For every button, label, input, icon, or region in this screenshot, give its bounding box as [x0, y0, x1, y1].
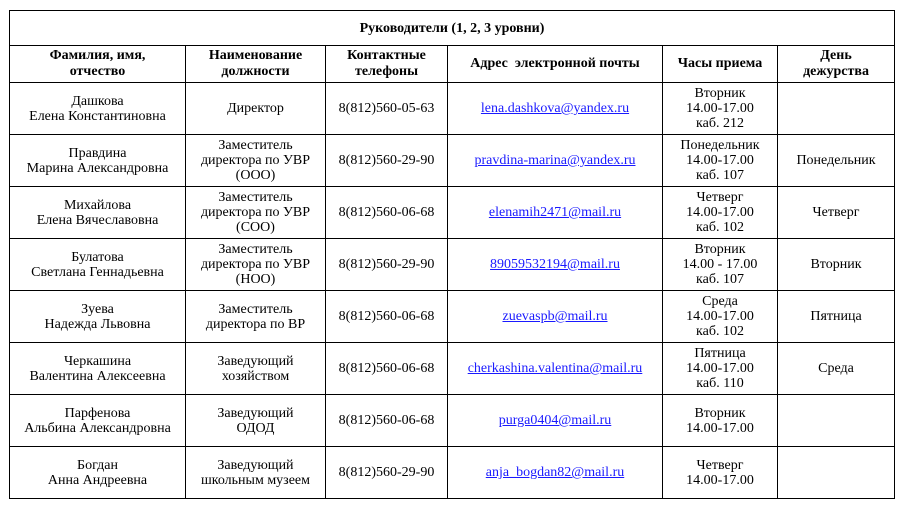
surname: Богдан — [77, 457, 118, 473]
position-line: директора по УВР — [200, 205, 311, 220]
position-line: Заместитель — [218, 138, 293, 153]
hours-time: 14.00 - 17.00 — [682, 257, 758, 272]
table-row — [10, 187, 895, 239]
given-names: Альбина Александровна — [24, 420, 171, 436]
name-cell — [10, 83, 186, 135]
name-cell — [10, 395, 186, 447]
duty-cell — [778, 343, 895, 395]
position-line: Директор — [227, 101, 284, 116]
hours-time: 14.00-17.00 — [686, 472, 754, 488]
phone-cell — [326, 135, 448, 187]
hours-room: каб. 107 — [696, 168, 744, 183]
email-link[interactable]: 89059532194@mail.ru — [490, 257, 620, 272]
hours-cell — [663, 343, 778, 395]
surname: Правдина — [68, 145, 127, 161]
position-line: Заместитель — [218, 190, 293, 205]
hours-time: 14.00-17.00 — [686, 309, 754, 324]
table-row — [10, 83, 895, 135]
position-line: директора по УВР — [200, 153, 311, 168]
hours-cell — [663, 239, 778, 291]
hours-day: Четверг — [696, 457, 744, 473]
position-line: Заведующий — [217, 405, 294, 421]
position-cell — [186, 447, 326, 499]
phone-cell — [326, 447, 448, 499]
hours-cell — [663, 291, 778, 343]
name-cell — [10, 239, 186, 291]
phone-cell — [326, 291, 448, 343]
hours-time: 14.00-17.00 — [686, 101, 754, 116]
table-row — [10, 135, 895, 187]
email-link[interactable]: zuevaspb@mail.ru — [502, 309, 608, 324]
hours-room: каб. 102 — [696, 220, 744, 235]
phone-cell — [326, 83, 448, 135]
hours-time: 14.00-17.00 — [686, 153, 754, 168]
duty-day: Среда — [818, 361, 854, 376]
email-cell — [448, 447, 663, 499]
position-line: (ООО) — [235, 168, 276, 183]
email-link[interactable]: lena.dashkova@yandex.ru — [480, 101, 630, 116]
hours-cell — [663, 135, 778, 187]
phone-number: 8(812)560-06-68 — [338, 205, 435, 220]
position-cell — [186, 343, 326, 395]
email-cell — [448, 135, 663, 187]
position-cell — [186, 187, 326, 239]
email-cell — [448, 239, 663, 291]
duty-cell — [778, 291, 895, 343]
header-hours: Часы приема — [663, 46, 778, 83]
duty-day: Четверг — [812, 205, 860, 220]
given-names: Надежда Львовна — [44, 316, 151, 332]
email-link[interactable]: pravdina-marina@yandex.ru — [474, 153, 636, 168]
email-link[interactable]: purga0404@mail.ru — [498, 413, 612, 428]
name-cell — [10, 291, 186, 343]
duty-cell — [778, 135, 895, 187]
phone-number: 8(812)560-29-90 — [338, 465, 435, 480]
position-line: хозяйством — [221, 368, 290, 384]
position-line: директора по ВР — [205, 316, 306, 332]
phone-cell — [326, 395, 448, 447]
hours-time: 14.00-17.00 — [686, 361, 754, 376]
position-line: школьным музеем — [201, 472, 310, 488]
duty-cell — [778, 447, 895, 499]
duty-day: Понедельник — [796, 153, 876, 168]
hours-cell — [663, 187, 778, 239]
phone-number: 8(812)560-05-63 — [338, 101, 435, 116]
position-line: Заведующий — [217, 353, 294, 369]
surname: Черкашина — [63, 353, 132, 369]
email-link[interactable]: elenamih2471@mail.ru — [488, 205, 622, 220]
duty-cell — [778, 395, 895, 447]
given-names: Валентина Алексеевна — [29, 368, 166, 384]
surname: Булатова — [71, 249, 124, 265]
header-phone: Контактные телефоны — [326, 46, 448, 83]
duty-day: Пятница — [810, 309, 862, 324]
position-cell — [186, 83, 326, 135]
hours-time: 14.00-17.00 — [686, 205, 754, 220]
phone-cell — [326, 239, 448, 291]
hours-day: Понедельник — [680, 138, 760, 153]
phone-number: 8(812)560-06-68 — [338, 309, 435, 324]
position-line: ОДОД — [236, 420, 275, 436]
given-names: Елена Вячеславовна — [36, 212, 159, 228]
hours-day: Вторник — [694, 242, 746, 257]
email-cell — [448, 395, 663, 447]
position-line: (СОО) — [236, 220, 275, 235]
hours-cell — [663, 447, 778, 499]
phone-cell — [326, 343, 448, 395]
hours-cell — [663, 395, 778, 447]
given-names: Светлана Геннадьевна — [31, 264, 164, 280]
position-line: (НОО) — [235, 272, 276, 287]
hours-room: каб. 110 — [696, 376, 744, 391]
hours-room: каб. 102 — [696, 324, 744, 339]
position-cell — [186, 135, 326, 187]
table-body — [10, 83, 895, 499]
phone-number: 8(812)560-29-90 — [338, 257, 435, 272]
email-cell — [448, 83, 663, 135]
duty-cell — [778, 239, 895, 291]
table-header-row — [10, 46, 895, 83]
leadership-table — [9, 10, 895, 499]
position-line: директора по УВР — [200, 257, 311, 272]
header-position: Наименование должности — [186, 46, 326, 83]
phone-number: 8(812)560-06-68 — [338, 361, 435, 376]
surname: Зуева — [81, 301, 114, 317]
hours-day: Вторник — [694, 86, 746, 101]
name-cell — [10, 343, 186, 395]
position-cell — [186, 239, 326, 291]
given-names: Анна Андреевна — [47, 472, 148, 488]
hours-day: Среда — [702, 294, 738, 309]
hours-day: Четверг — [696, 190, 744, 205]
header-email: Адрес электронной почты — [448, 46, 663, 83]
name-cell — [10, 187, 186, 239]
duty-cell — [778, 187, 895, 239]
surname: Парфенова — [64, 405, 131, 421]
surname: Дашкова — [71, 93, 124, 109]
name-cell — [10, 135, 186, 187]
table-row — [10, 447, 895, 499]
table-row — [10, 291, 895, 343]
position-line: Заместитель — [218, 301, 293, 317]
table-row — [10, 239, 895, 291]
header-duty: День дежурства — [778, 46, 895, 83]
hours-cell — [663, 83, 778, 135]
name-cell — [10, 447, 186, 499]
position-cell — [186, 395, 326, 447]
table-row — [10, 343, 895, 395]
phone-cell — [326, 187, 448, 239]
hours-time: 14.00-17.00 — [686, 420, 754, 436]
table-title: Руководители (1, 2, 3 уровни) — [10, 11, 895, 46]
email-cell — [448, 187, 663, 239]
position-line: Заместитель — [218, 242, 293, 257]
table-row — [10, 395, 895, 447]
duty-cell — [778, 83, 895, 135]
position-line: Заведующий — [217, 457, 294, 473]
hours-day: Вторник — [694, 405, 746, 421]
given-names: Марина Александровна — [26, 160, 169, 176]
email-cell — [448, 343, 663, 395]
given-names: Елена Константиновна — [29, 108, 166, 124]
surname: Михайлова — [63, 197, 132, 213]
email-link[interactable]: cherkashina.valentina@mail.ru — [467, 361, 643, 376]
table-title-row — [10, 11, 895, 46]
hours-room: каб. 107 — [696, 272, 744, 287]
email-cell — [448, 291, 663, 343]
hours-room: каб. 212 — [696, 116, 744, 131]
hours-day: Пятница — [694, 346, 746, 361]
phone-number: 8(812)560-06-68 — [338, 413, 435, 428]
position-cell — [186, 291, 326, 343]
email-link[interactable]: anja_bogdan82@mail.ru — [485, 465, 625, 480]
header-name: Фамилия, имя, отчество — [10, 46, 186, 83]
phone-number: 8(812)560-29-90 — [338, 153, 435, 168]
duty-day: Вторник — [810, 257, 862, 272]
